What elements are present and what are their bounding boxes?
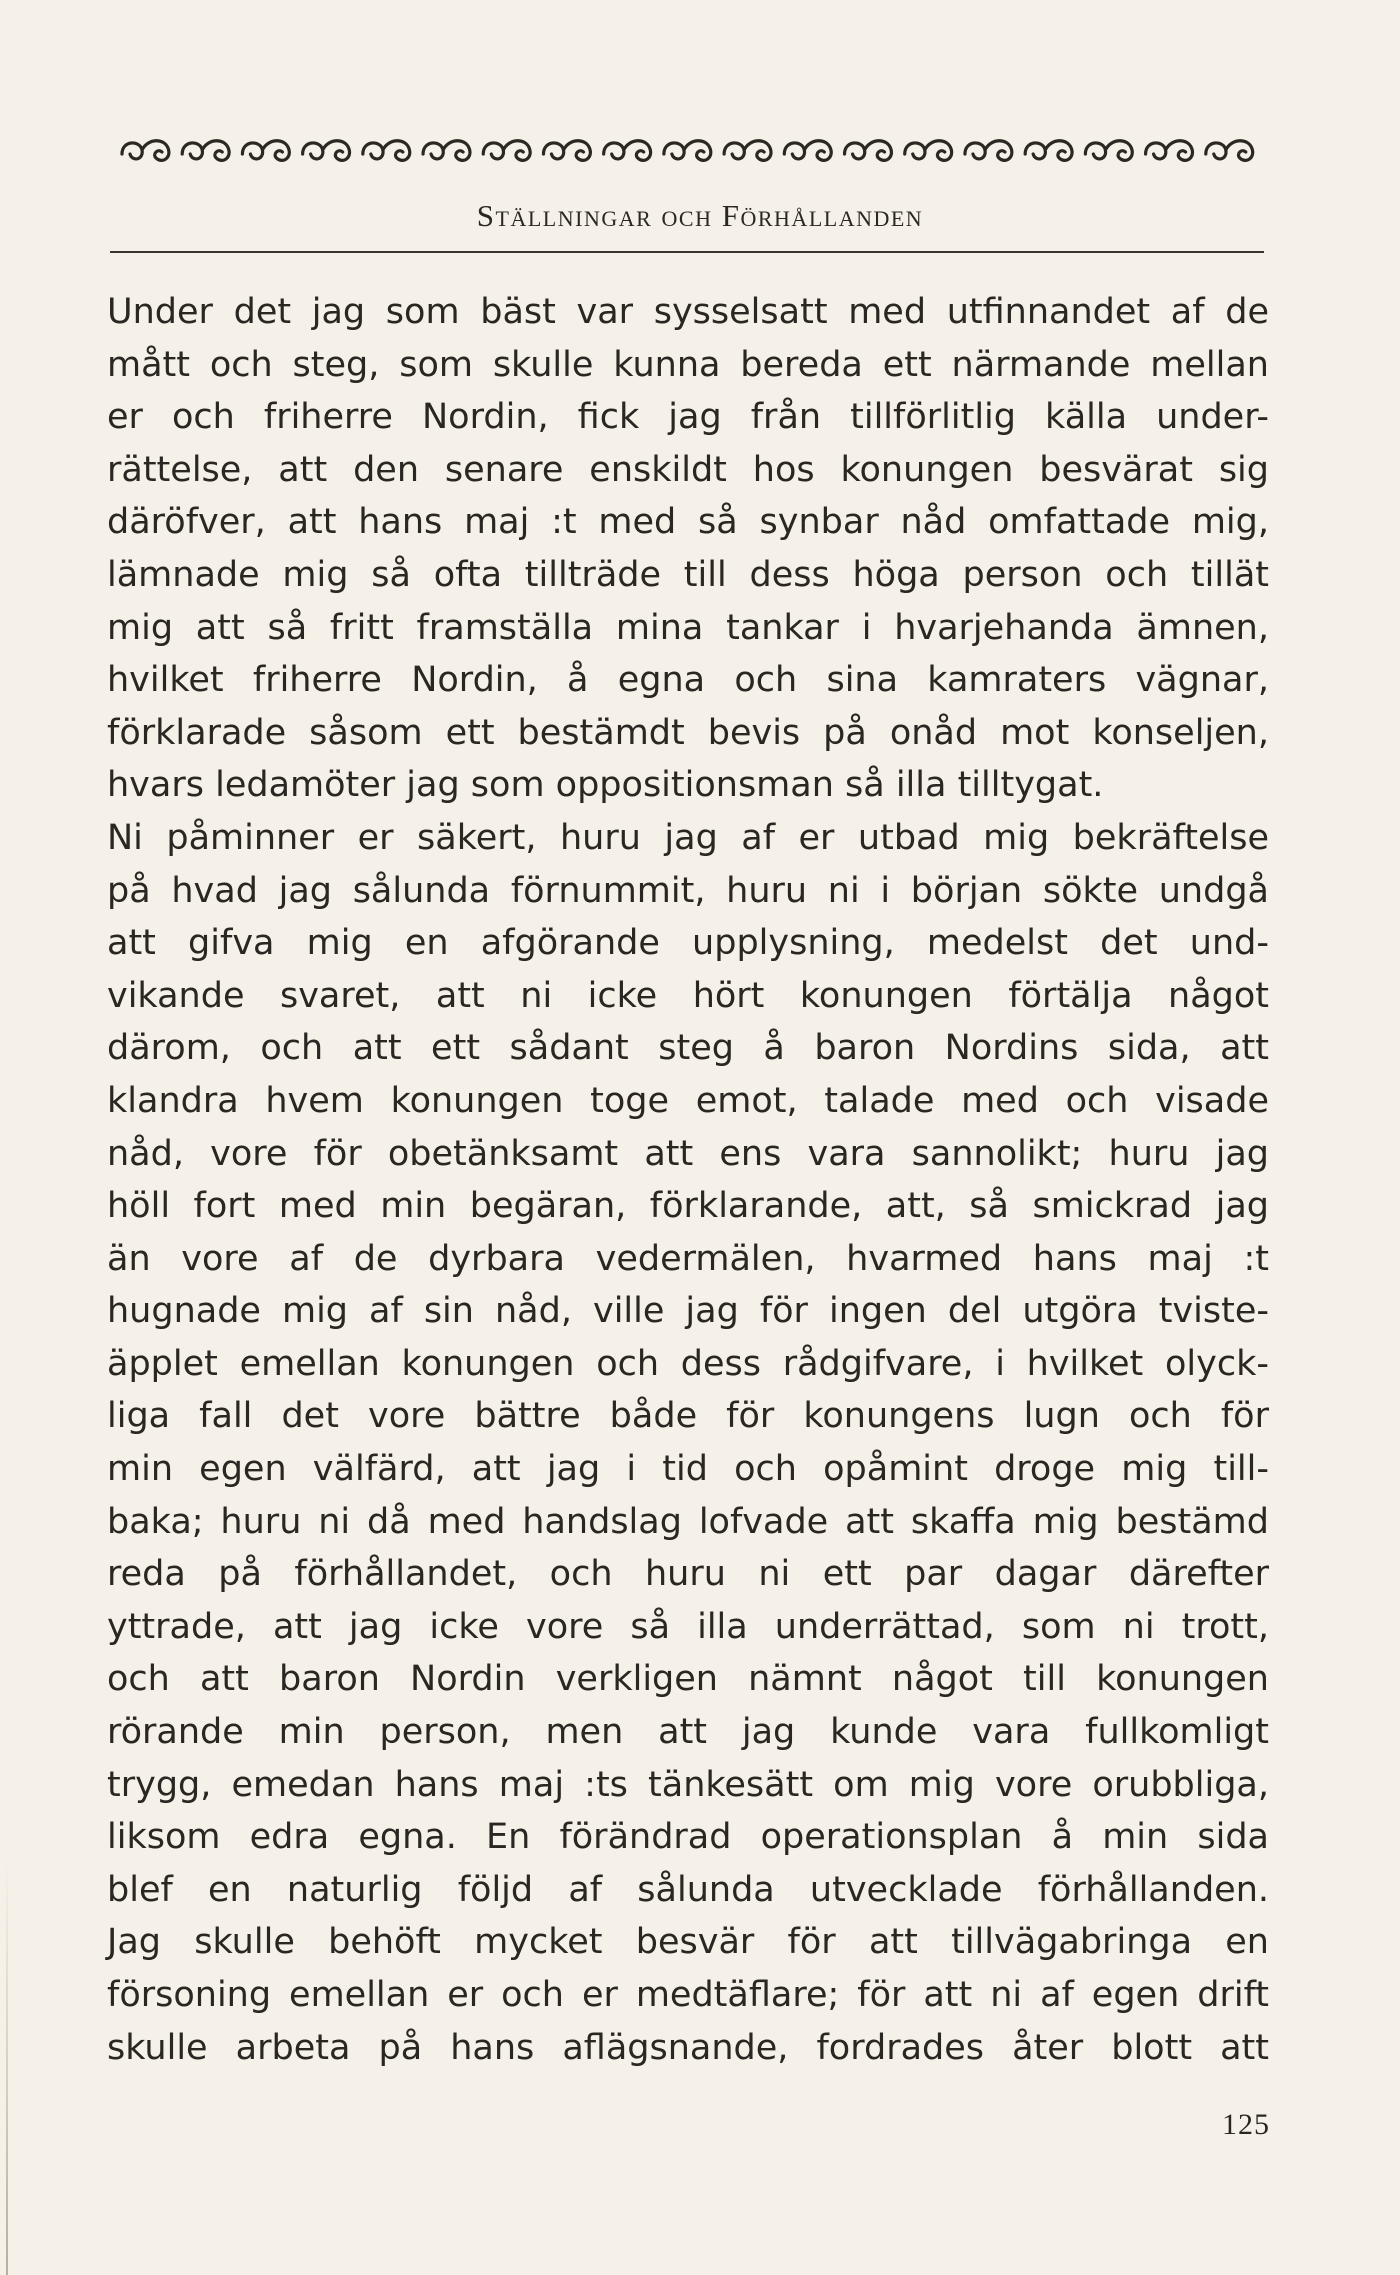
ornament-scroll [905,141,952,161]
ornament-scroll [784,141,831,161]
ornament-scroll [423,141,470,161]
text-line: rättelse, att den senare enskildt hos konungen besvärat sig [107,449,1269,490]
ornament-scroll [363,141,410,161]
text-line: klandra hvem konungen toge emot, talade med och visade [107,1080,1269,1121]
text-line: Under det jag som bäst var sysselsatt med utfinnandet af de [107,292,1269,332]
text-line: hvilket friherre Nordin, å egna och sina kamraters vägnar, [107,660,1269,701]
text-line: mig att så fritt framställa mina tankar i hvarjehanda ämnen, [107,607,1269,648]
ornament-scroll [604,141,651,161]
ornament-scroll [965,141,1012,161]
text-line: baka; huru ni då med handslag lofvade att skaffa mig bestämd [107,1501,1269,1542]
body-text [107,286,1269,2074]
text-line: yttrade, att jag icke vore så illa underrättad, som ni trott, [107,1606,1269,1647]
text-line: däröfver, att hans maj :t med så synbar nåd omfattade mig, [107,502,1269,543]
ornament-scroll [845,141,892,161]
text-line: liga fall det vore bättre både för konungens lugn och för [107,1396,1269,1437]
ornament-scroll [1146,141,1193,161]
ornament-scroll [724,141,771,161]
ornament-scroll [1085,141,1132,161]
header-rule [110,251,1264,253]
text-line: än vore af de dyrbara vedermälen, hvarmed hans maj :t [107,1238,1269,1279]
ornament-scroll [664,141,711,161]
text-line: och att baron Nordin verkligen nämnt något till konungen [107,1659,1269,1700]
text-line: hugnade mig af sin nåd, ville jag för ingen del utgöra tviste- [107,1291,1269,1332]
page-edge-shadow [6,1860,8,2275]
ornament-scroll [483,141,530,161]
text-line: därom, och att ett sådant steg å baron Nordins sida, att [107,1028,1269,1069]
text-line: liksom edra egna. En förändrad operationsplan å min sida [107,1817,1269,1858]
ornament-scroll [122,141,169,161]
ornament-scroll [182,141,229,161]
ornament-scroll [303,141,350,161]
scroll-ornament-icon [118,134,1262,168]
text-line: rörande min person, men att jag kunde vara fullkomligt [107,1712,1269,1753]
text-line: försoning emellan er och er medtäflare; för att ni af egen drift [107,1975,1269,2015]
ornament-scroll [543,141,590,161]
text-line: skulle arbeta på hans aflägsnande, fordrades åter blott att [107,2027,1269,2068]
text-line: Jag skulle behöft mycket besvär för att tillvägabringa en [107,1922,1269,1963]
text-line: blef en naturlig följd af sålunda utvecklade förhållanden. [107,1869,1269,1910]
text-line: min egen välfärd, att jag i tid och opåmint droge mig till- [107,1449,1269,1490]
text-line: nåd, vore för obetänksamt att ens vara sannolikt; huru jag [107,1133,1269,1174]
text-line: förklarade såsom ett bestämdt bevis på onåd mot konseljen, [107,712,1269,753]
text-line: vikande svaret, att ni icke hört konungen förtälja något [107,975,1269,1016]
text-line: Ni påminner er säkert, huru jag af er utbad mig bekräftelse [107,817,1269,858]
text-line: mått och steg, som skulle kunna bereda ett närmande mellan [107,344,1269,385]
page-number: 125 [1222,2108,1270,2141]
ornament-scroll [1025,141,1072,161]
text-line: att gifva mig en afgörande upplysning, medelst det und- [107,923,1269,964]
text-line: hvars ledamöter jag som oppositionsman så illa tilltygat. [107,765,1104,806]
text-line: på hvad jag sålunda förnummit, huru ni i början sökte undgå [107,870,1269,911]
text-line: höll fort med min begäran, förklarande, att, så smickrad jag [107,1186,1269,1227]
text-line: lämnade mig så ofta tillträde till dess höga person och tillät [107,554,1269,595]
text-line: reda på förhållandet, och huru ni ett par dagar därefter [107,1554,1269,1595]
text-line: er och friherre Nordin, fick jag från tillförlitlig källa under- [107,397,1269,438]
text-line: äpplet emellan konungen och dess rådgifvare, i hvilket olyck- [107,1343,1269,1384]
text-line: trygg, emedan hans maj :ts tänkesätt om mig vore orubbliga, [107,1764,1269,1805]
ornament-scroll [242,141,289,161]
running-head: Ställningar och Förhållanden [476,198,924,233]
ornament-scroll [1206,141,1253,161]
